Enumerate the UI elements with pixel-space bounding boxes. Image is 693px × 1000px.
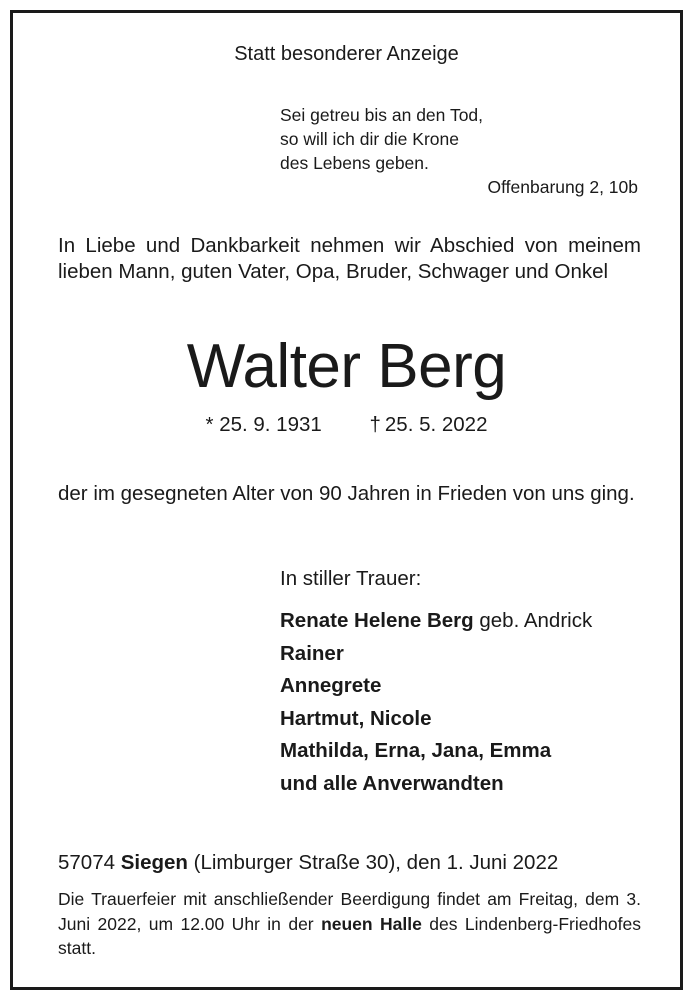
mourner-name: Annegrete [280, 674, 382, 697]
verse-line: so will ich dir die Krone [280, 129, 459, 149]
mourner-name: und alle Anverwandten [280, 771, 504, 795]
mourner-line [280, 703, 592, 736]
notice-header: Statt besonderer Anzeige [234, 43, 459, 65]
postcode: 57074 [58, 851, 121, 874]
mourner-line [280, 638, 592, 671]
funeral-venue: neuen Halle [321, 913, 422, 934]
cross-icon: † [369, 413, 381, 436]
mourner-name: Renate Helene Berg [280, 609, 474, 632]
mourners-list [280, 605, 592, 800]
place-and-date [58, 851, 558, 875]
mourner-line [280, 605, 592, 638]
mourner-line [280, 670, 592, 703]
funeral-text-2: des Lindenberg-Friedhofes statt. [58, 913, 641, 958]
birth-date: * 25. 9. 1931 [205, 413, 322, 436]
verse-line: Sei getreu bis an den Tod, [280, 105, 484, 125]
bible-verse [280, 103, 483, 175]
verse-reference: Offenbarung 2, 10b [487, 177, 638, 197]
deceased-name: Walter Berg [186, 332, 507, 401]
mourner-name: Rainer [280, 641, 344, 665]
address-date: (Limburger Straße 30), den 1. Juni 2022 [187, 851, 559, 874]
verse-line: des Lebens geben. [280, 153, 429, 173]
mourner-name: Hartmut, Nicole [280, 706, 432, 730]
funeral-info [58, 887, 641, 961]
death-date-group [369, 413, 487, 437]
funeral-text-1: Die Trauerfeier mit anschließender Beerdigung findet am Freitag, dem 3. Juni 2022, um 12.00 Uhr in der [58, 889, 641, 934]
mourner-note: geb. Andrick [473, 609, 593, 632]
obituary-notice [10, 10, 683, 990]
passing-text: der im gesegneten Alter von 90 Jahren in Frieden von uns ging. [58, 482, 635, 505]
death-date: 25. 5. 2022 [384, 413, 488, 436]
intro-text: In Liebe und Dankbarkeit nehmen wir Abschied von meinem lieben Mann, guten Vater, Opa, Bruder, Schwager und Onkel [58, 234, 641, 283]
city: Siegen [120, 851, 188, 874]
mourner-name: Mathilda, Erna, Jana, Emma [280, 739, 552, 762]
mourner-line [280, 735, 592, 768]
life-dates [13, 413, 680, 437]
mourner-line [280, 768, 592, 801]
mourning-label: In stiller Trauer: [280, 567, 422, 590]
